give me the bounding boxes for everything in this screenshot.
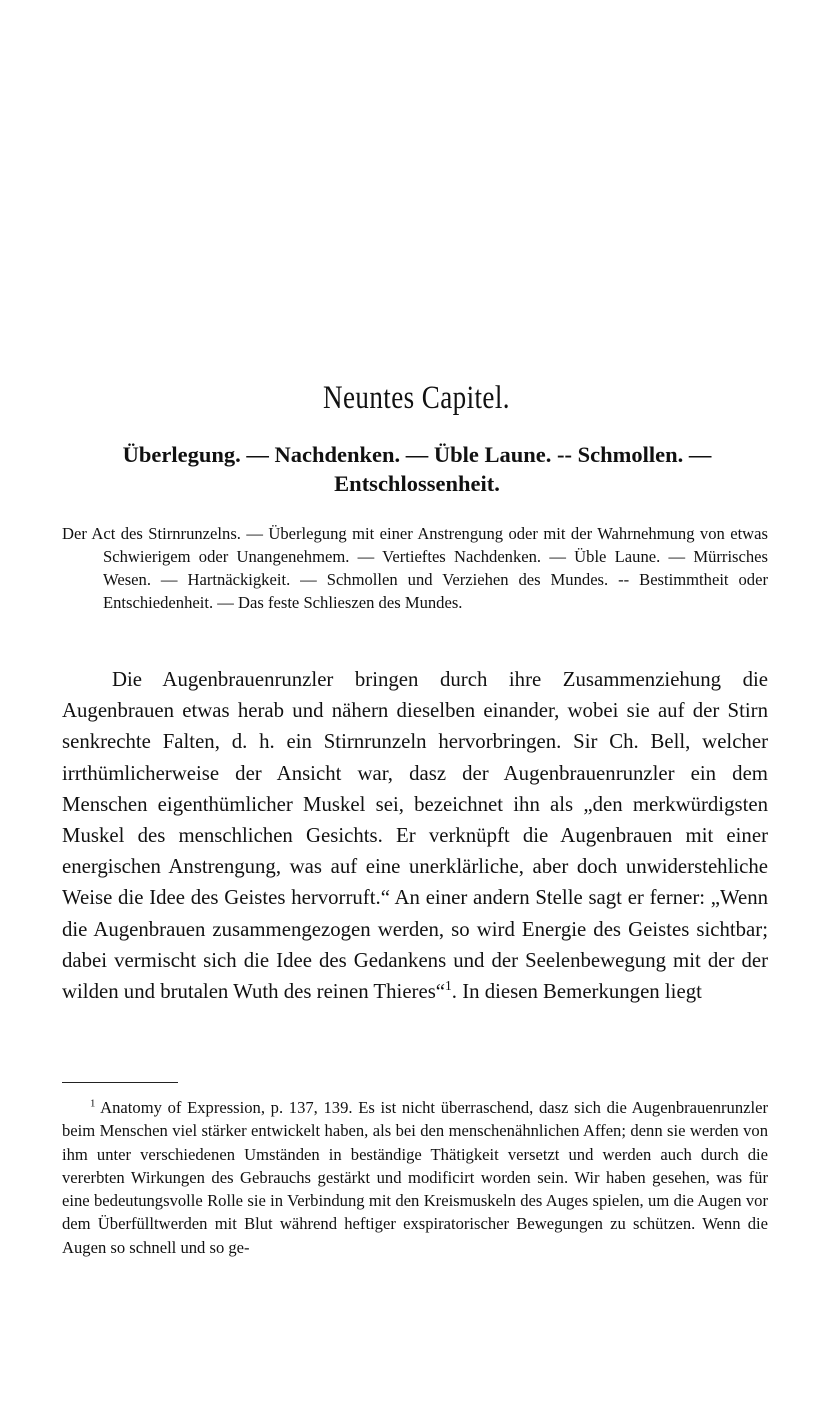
chapter-summary [62,522,768,614]
body-text-part-1: Die Augenbrauenrunzler bringen durch ihre Zusammenziehung die Augenbrauen etwas herab und nähern dieselben einander, wobei sie auf der Stirn senkrechte Falten, d. h. ein Stirnrunzeln hervorbringen. Sir Ch. Bell, welcher irrthümlicherweise der Ansicht war, dasz der Augenbrauenrunzler ein dem Menschen eigenthümlicher Muskel sei, bezeichnet ihn als „den merkwürdigsten Muskel des menschlichen Gesichts. Er verknüpft die Augenbrauen mit einer energischen Anstrengung, was auf eine unerklärliche, aber doch unwiderstehliche Weise die Idee des Geistes hervorruft.“ An einer andern Stelle sagt er ferner: „Wenn die Augenbrauen zusammengezogen werden, so wird Energie des Geistes sichtbar; dabei vermischt sich die Idee des Gedankens und der Seelenbewegung mit der der wilden und brutalen Wuth des reinen Thieres“ [62,668,768,1004]
summary-text: Der Act des Stirnrunzelns. — Überlegung mit einer Anstrengung oder mit der Wahrnehmung von etwas Schwierigem oder Unangenehmem. — Vertieftes Nachdenken. — Üble Laune. — Mürrisches Wesen. — Hartnäckigkeit. — Schmollen und Verziehen des Mundes. -- Bestimmtheit oder Entschiedenheit. — Das feste Schlieszen des Mundes. [62,524,768,612]
chapter-title: Neuntes Capitel. [323,380,510,416]
subtitle-line-1: Überlegung. — Nachdenken. — Üble Laune. -- Schmollen. — [122,442,712,467]
footnote-text: Anatomy of Expression, p. 137, 139. Es ist nicht überraschend, dasz sich die Augenbrauenrunzler beim Menschen viel stärker entwickelt haben, als bei den menschenähnlichen Affen; denn sie werden von ihm unter verschiedenen Umständen in beständige Thätigkeit versetzt und werden auch durch die vererbten Wirkungen des Gebrauchs gestärkt und modificirt worden sein. Wir haben gesehen, was für eine bedeutungsvolle Rolle sie in Verbindung mit den Kreismuskeln des Auges spielen, um die Augen vor dem Überfülltwerden mit Blut während heftiger exspiratorischer Bewegungen zu schützen. Wenn die Augen so schnell und so ge- [62,1098,768,1257]
footnote-reference: 1 [445,978,452,994]
footnote-paragraph [62,1096,768,1259]
footnote-divider [62,1082,178,1083]
chapter-subtitle [62,440,772,498]
body-paragraph [62,664,768,1007]
subtitle-line-2: Entschlossenheit. [334,471,500,496]
footnote-marker: 1 [90,1097,96,1110]
body-text-part-2: . In diesen Bemerkungen liegt [451,980,702,1004]
footnote [62,1096,768,1259]
body-text [62,664,768,1007]
